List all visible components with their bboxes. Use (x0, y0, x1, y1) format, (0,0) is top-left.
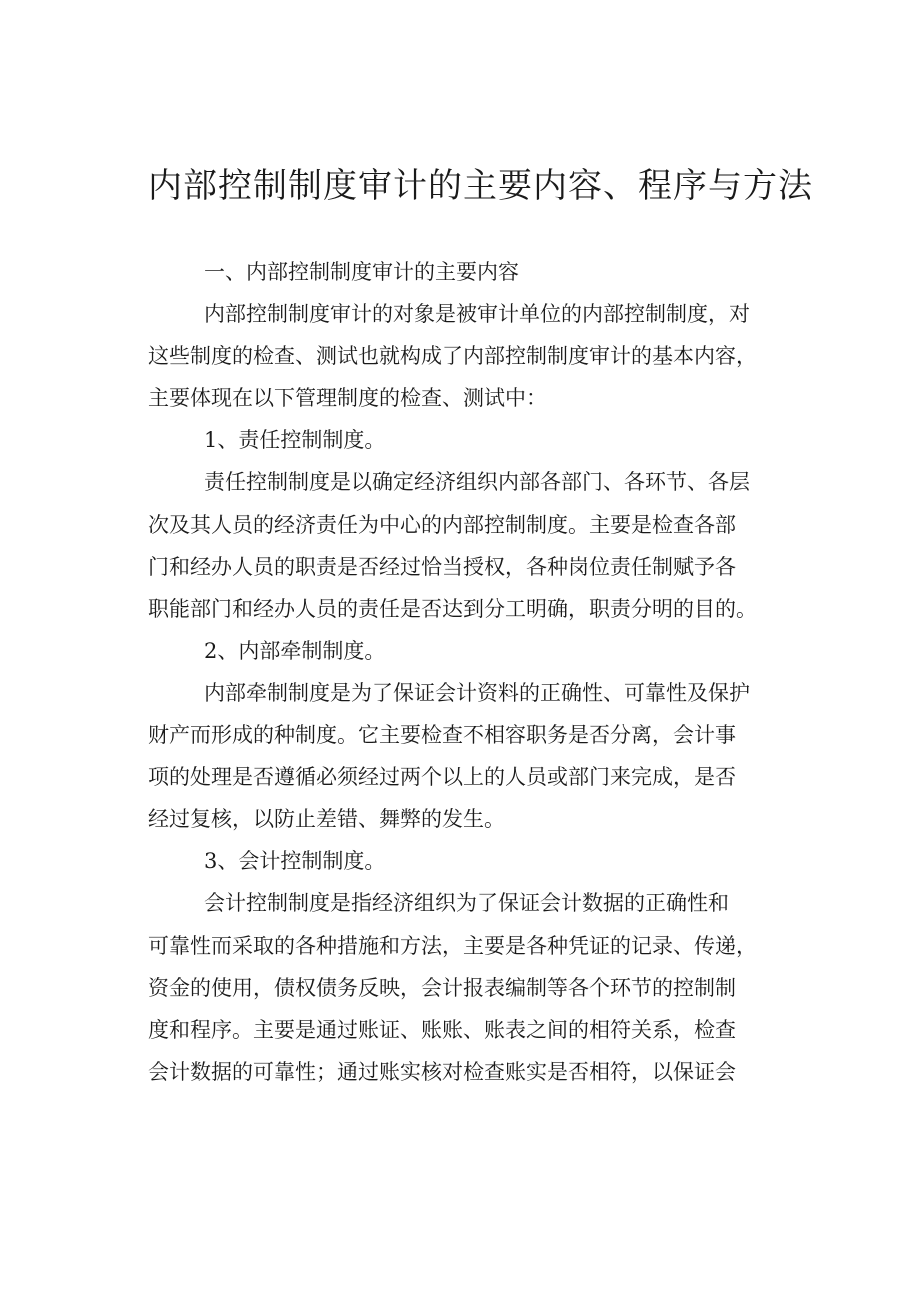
paragraph-line: 项的处理是否遵循必须经过两个以上的人员或部门来完成，是否 (148, 765, 736, 790)
paragraph-line: 会计数据的可靠性；通过账实核对检查账实是否相符，以保证会 (148, 1059, 736, 1084)
section-heading: 一、内部控制制度审计的主要内容 (204, 260, 519, 284)
subsection-heading: 3、会计控制制度。 (204, 849, 386, 874)
subsection-heading: 2、内部牵制制度。 (204, 638, 386, 663)
paragraph-line: 这些制度的检查、测试也就构成了内部控制制度审计的基本内容， (148, 344, 757, 369)
paragraph-line: 经过复核，以防止差错、舞弊的发生。 (148, 807, 505, 832)
paragraph-line: 会计控制制度是指经济组织为了保证会计数据的正确性和 (204, 891, 729, 916)
paragraph-line: 主要体现在以下管理制度的检查、测试中： (148, 386, 547, 411)
document-title: 内部控制制度审计的主要内容、程序与方法 (148, 166, 813, 206)
paragraph-line: 职能部门和经办人员的责任是否达到分工明确，职责分明的目的。 (148, 596, 757, 621)
subsection-heading: 1、责任控制制度。 (204, 428, 386, 453)
paragraph-line: 责任控制制度是以确定经济组织内部各部门、各环节、各层 (204, 470, 750, 495)
paragraph-line: 财产而形成的种制度。它主要检查不相容职务是否分离，会计事 (148, 723, 736, 748)
paragraph-line: 度和程序。主要是通过账证、账账、账表之间的相符关系，检查 (148, 1017, 736, 1042)
paragraph-line: 可靠性而采取的各种措施和方法，主要是各种凭证的记录、传递， (148, 933, 757, 958)
paragraph-line: 门和经办人员的职责是否经过恰当授权，各种岗位责任制赋予各 (148, 554, 736, 579)
paragraph-line: 内部牵制制度是为了保证会计资料的正确性、可靠性及保护 (204, 680, 750, 705)
paragraph-line: 内部控制制度审计的对象是被审计单位的内部控制制度，对 (204, 302, 750, 327)
paragraph-line: 次及其人员的经济责任为中心的内部控制制度。主要是检查各部 (148, 512, 736, 537)
document-body (148, 251, 808, 1093)
paragraph-line: 资金的使用，债权债务反映，会计报表编制等各个环节的控制制 (148, 975, 736, 1000)
